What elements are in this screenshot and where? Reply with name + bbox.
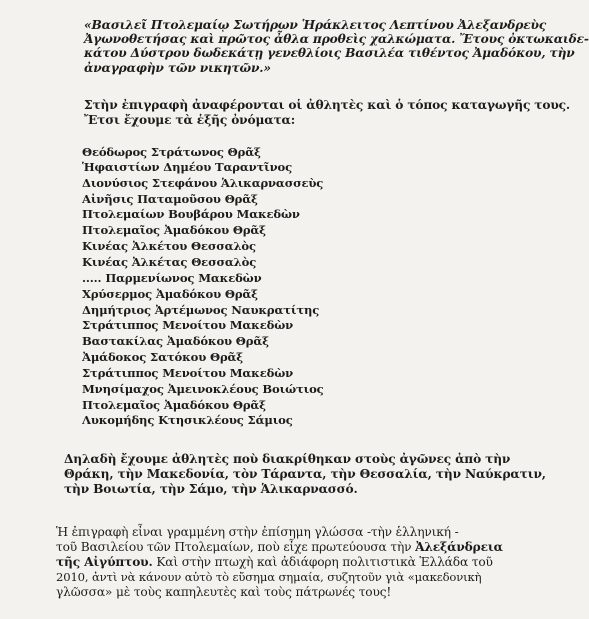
athlete-name: Ἀμάδοκος Σατόκου Θρᾶξ (82, 350, 243, 364)
athlete-name: Πτολεμαίων Βουβάρου Μακεδὼν (82, 207, 300, 221)
athlete-name: Πτολεμαῖος Ἀμαδόκου Θρᾶξ (82, 398, 266, 412)
athlete-name: ..... Παρμενίωνος Μακεδὼν (82, 271, 262, 285)
athlete-name: Διονύσιος Στεφάνου Ἁλικαρνασσεὺς (82, 176, 324, 190)
alexandria-emphasis: Ἀλεξάνδρεια (415, 540, 503, 554)
athlete-name: Στράτιππος Μενοίτου Μακεδὼν (82, 318, 293, 332)
quote-line: ἀναγραφὴν τῶν νικητῶν.» (84, 61, 271, 75)
intro-line: Ἔτσι ἔχουμε τὰ ἑξῆς ὀνόματα: (84, 113, 296, 127)
athlete-name: Λυκομήδης Κτησικλέους Σάμιος (82, 413, 293, 427)
closing-line (56, 540, 503, 554)
egypt-emphasis: τῆς Αἰγύπτου. (56, 555, 153, 569)
quote-line: «Βασιλεῖ Πτολεμαίῳ Σωτήρων Ἡράκλειτος Λεπτίνου Ἀλεξανδρεὺς (84, 18, 547, 32)
athlete-name: Κινέας Ἀλκέτας Θεσσαλὸς (82, 255, 257, 269)
athlete-name: Αἰνῆσις Παταμοῦσου Θρᾶξ (82, 192, 258, 206)
closing-text: Καὶ στὴν πτωχὴ καὶ ἀδιάφορη πολιτιστικὰ Ἑλλάδα τοῦ (152, 555, 493, 569)
athlete-name: Ἡφαιστίων Δημέου Ταραντῖνος (82, 160, 292, 174)
summary-line: Θράκη, τὴν Μακεδονία, τὸν Τάραντα, τὴν Θεσσαλία, τὴν Ναύκρατιν, (64, 467, 546, 481)
athlete-name: Μνησίμαχος Ἀμεινοκλέους Βοιώτιος (82, 382, 324, 396)
athlete-name: Στράτιππος Μενοίτου Μακεδὼν (82, 366, 293, 380)
summary-line: Δηλαδὴ ἔχουμε ἀθλητὲς ποὺ διακρίθηκαν στοὺς ἀγῶνες ἀπὸ τὴν (64, 452, 511, 466)
quote-line: Ἀγωνοθετήσας καὶ πρῶτος ἆθλα προθεὶς χαλκώματα. Ἔτους ὀκτωκαιδε- (84, 32, 589, 46)
closing-line (56, 555, 493, 569)
closing-text: τοῦ Βασιλείου τῶν Πτολεμαίων, ποὺ εἶχε πρωτεύουσα τὴν (56, 540, 416, 554)
athlete-name: Πτολεμαῖος Ἀμαδόκου Θρᾶξ (82, 223, 266, 237)
intro-line: Στὴν ἐπιγραφὴ ἀναφέρονται οἱ ἀθλητὲς καὶ ὁ τόπος καταγωγῆς τους. (84, 98, 571, 112)
athlete-name: Βαστακίλας Ἀμαδόκου Θρᾶξ (82, 334, 269, 348)
athlete-name: Δημήτριος Ἀρτέμωνος Ναυκρατίτης (82, 303, 320, 317)
athlete-name: Χρύσερμος Ἀμαδόκου Θρᾶξ (82, 287, 258, 301)
closing-line: Ἡ ἐπιγραφὴ εἶναι γραμμένη στὴν ἐπίσημη γλώσσα -τὴν ἑλληνική - (56, 525, 459, 539)
athlete-name: Κινέας Ἀλκέτου Θεσσαλὸς (82, 239, 256, 253)
quote-line: κάτου Δύστρου δωδεκάτῃ γενεθλίοις Βασιλέα τιθέντος Ἀμαδόκου, τὴν (84, 46, 575, 60)
summary-line: τὴν Βοιωτία, τὴν Σάμο, τὴν Ἁλικαρνασσό. (64, 482, 358, 496)
athlete-name: Θεόδωρος Στράτωνος Θρᾶξ (82, 145, 261, 159)
closing-line: 2010, ἀντὶ νὰ κάνουν αὐτὸ τὸ εὔσημα σημαία, συζητοῦν γιὰ «μακεδονικὴ (56, 570, 482, 584)
closing-line: γλῶσσα» μὲ τοὺς καπηλευτὲς καὶ τοὺς πάτρωνές τους! (56, 585, 392, 599)
